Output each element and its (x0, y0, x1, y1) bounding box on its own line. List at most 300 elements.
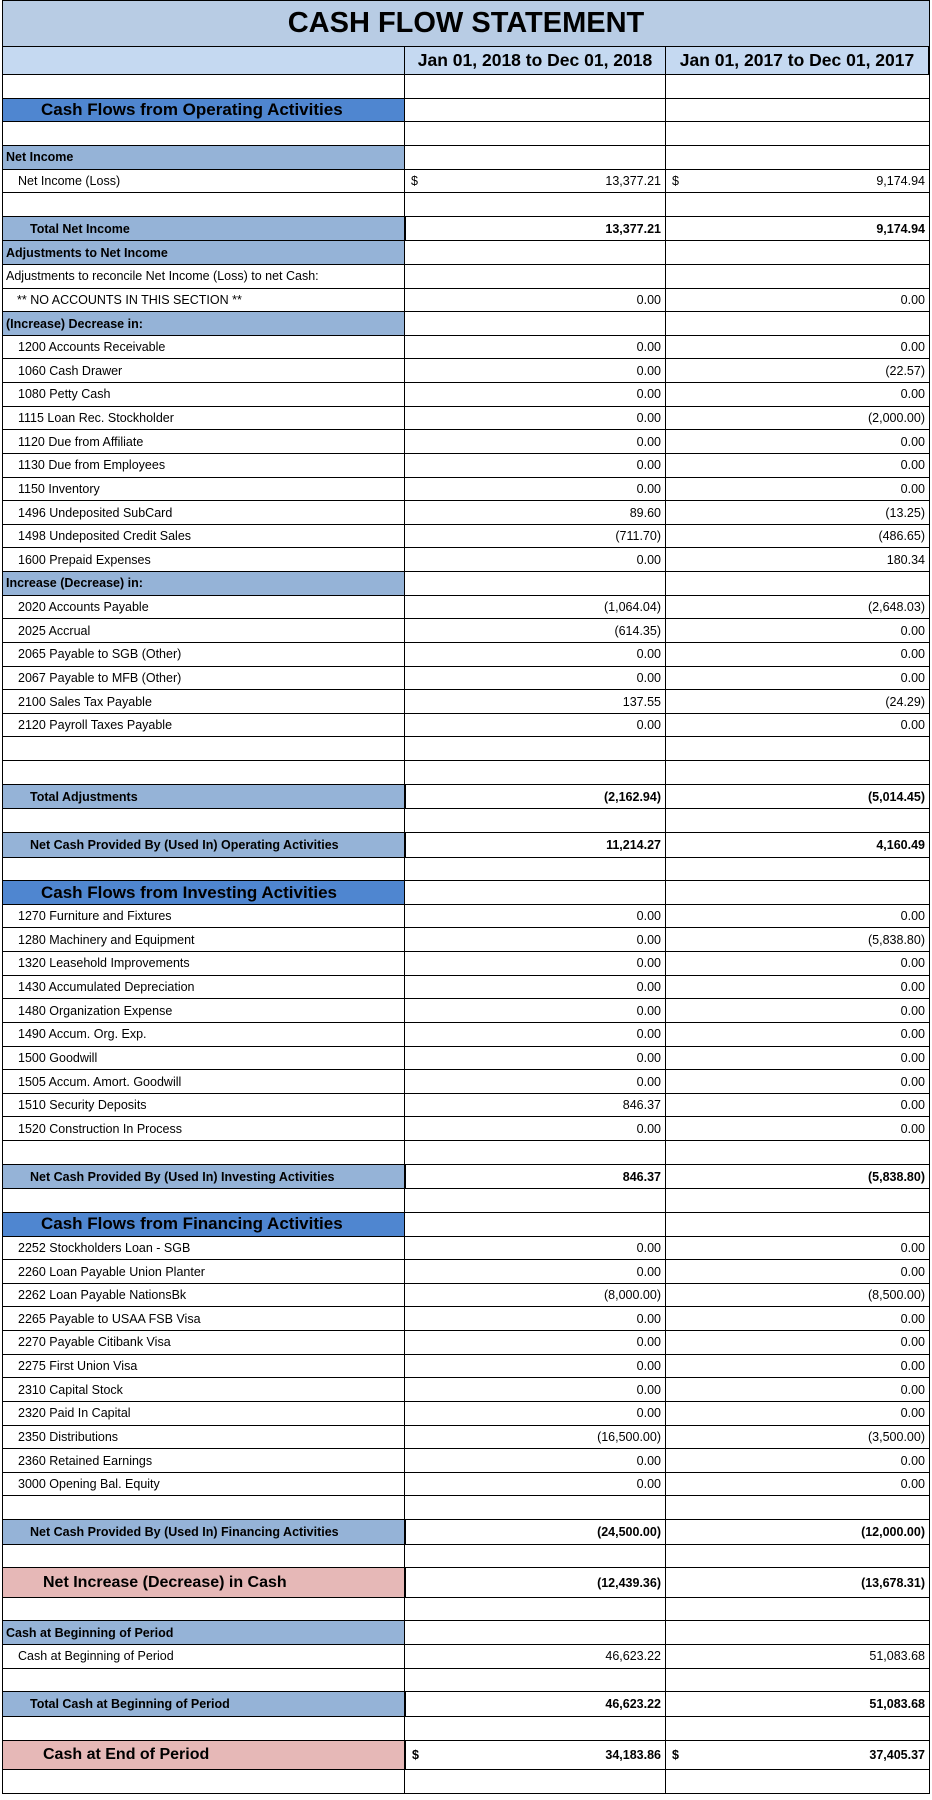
value-cell-2017[interactable] (666, 905, 930, 929)
label-cell[interactable]: 2275 First Union Visa (2, 1355, 405, 1379)
value-cell-2018[interactable] (405, 1355, 666, 1379)
value-cell-2018[interactable] (405, 1669, 666, 1693)
total-row (0, 833, 932, 858)
value-2018: 0.00 (636, 458, 661, 473)
label-cell[interactable]: 1600 Prepaid Expenses (2, 548, 405, 572)
value-2018: 0.00 (636, 1240, 661, 1255)
section-row (0, 1213, 932, 1237)
value-cell-2017[interactable] (666, 478, 930, 502)
value-2017: 9,174.94 (876, 173, 925, 188)
value-2017: 0.00 (900, 481, 925, 496)
label-cell[interactable] (2, 1545, 405, 1569)
value-cell-2018[interactable] (405, 525, 666, 549)
value-cell-2018[interactable] (405, 1260, 666, 1284)
value-2017: 0.00 (900, 1050, 925, 1065)
label-cell[interactable]: Cash at Beginning of Period (2, 1621, 405, 1645)
label-cell[interactable]: 1060 Cash Drawer (2, 359, 405, 383)
item-row (0, 170, 932, 194)
value-cell-2017[interactable] (666, 217, 930, 242)
value-cell-2018[interactable] (405, 1717, 666, 1741)
value-cell-2018[interactable] (405, 999, 666, 1023)
value-cell-2018[interactable] (405, 146, 666, 170)
item-row (0, 928, 932, 952)
label-cell[interactable] (2, 1717, 405, 1741)
value-cell-2018[interactable] (405, 1621, 666, 1645)
value-cell-2017[interactable] (666, 928, 930, 952)
value-cell-2017[interactable] (666, 1568, 930, 1598)
label-cell[interactable] (2, 122, 405, 146)
value-2017: 0.00 (900, 292, 925, 307)
value-cell-2018[interactable] (405, 1284, 666, 1308)
item-row (0, 999, 932, 1023)
value-cell-2018[interactable] (405, 881, 666, 905)
label-cell[interactable]: Increase (Decrease) in: (2, 572, 405, 596)
value-2017: (12,000.00) (861, 1524, 925, 1539)
value-cell-2017[interactable] (666, 1355, 930, 1379)
value-cell-2017[interactable] (666, 619, 930, 643)
label-cell[interactable]: Net Income (2, 146, 405, 170)
value-cell-2017[interactable] (666, 737, 930, 761)
label-cell[interactable]: 1130 Due from Employees (2, 454, 405, 478)
value-cell-2018[interactable] (405, 1770, 666, 1794)
currency-symbol: $ (412, 1747, 419, 1762)
value-2017: 0.00 (900, 1003, 925, 1018)
label-cell[interactable]: 2120 Payroll Taxes Payable (2, 714, 405, 738)
item-row (0, 976, 932, 1000)
header-period-2018[interactable]: Jan 01, 2018 to Dec 01, 2018 (405, 46, 666, 75)
value-2018: 0.00 (636, 1335, 661, 1350)
value-cell-2018[interactable] (405, 241, 666, 265)
label-cell[interactable]: 2260 Loan Payable Union Planter (2, 1260, 405, 1284)
value-cell-2017[interactable] (666, 833, 930, 858)
value-cell-2017[interactable] (666, 265, 930, 289)
value-cell-2017[interactable] (666, 454, 930, 478)
value-cell-2017[interactable] (666, 1598, 930, 1622)
value-cell-2017[interactable] (666, 999, 930, 1023)
label-cell[interactable]: 2265 Payable to USAA FSB Visa (2, 1307, 405, 1331)
value-cell-2018[interactable] (405, 1331, 666, 1355)
value-cell-2018[interactable] (405, 976, 666, 1000)
value-cell-2018[interactable] (405, 454, 666, 478)
value-cell-2018[interactable] (405, 1117, 666, 1141)
item-row (0, 952, 932, 976)
value-2017: 0.00 (900, 1027, 925, 1042)
item-row (0, 1307, 932, 1331)
value-cell-2018[interactable] (405, 1378, 666, 1402)
value-cell-2018[interactable] (405, 122, 666, 146)
value-cell-2017[interactable] (666, 289, 930, 313)
value-cell-2017[interactable] (666, 1402, 930, 1426)
value-cell-2017[interactable] (666, 99, 930, 123)
value-cell-2018[interactable] (405, 572, 666, 596)
value-cell-2017[interactable] (666, 1117, 930, 1141)
value-cell-2017[interactable] (666, 1741, 930, 1771)
header-period-2017[interactable]: Jan 01, 2017 to Dec 01, 2017 (666, 46, 930, 75)
currency-symbol: $ (672, 1747, 679, 1762)
value-2017: 0.00 (900, 458, 925, 473)
label-cell[interactable]: 1320 Leasehold Improvements (2, 952, 405, 976)
value-cell-2017[interactable] (666, 359, 930, 383)
label-cell[interactable]: 1510 Security Deposits (2, 1094, 405, 1118)
value-cell-2017[interactable] (666, 881, 930, 905)
value-cell-2018[interactable] (405, 714, 666, 738)
blank-row (0, 809, 932, 833)
label-cell[interactable]: 1200 Accounts Receivable (2, 336, 405, 360)
value-cell-2018[interactable] (405, 1189, 666, 1213)
header-label-cell[interactable] (2, 46, 405, 75)
label-cell[interactable]: Net Income (Loss) (2, 170, 405, 194)
value-cell-2017[interactable] (666, 1331, 930, 1355)
item-row (0, 1331, 932, 1355)
value-2017: (24.29) (885, 694, 925, 709)
label-cell[interactable]: 2270 Payable Citibank Visa (2, 1331, 405, 1355)
value-cell-2018[interactable] (405, 1741, 666, 1771)
item-row (0, 643, 932, 667)
value-cell-2018[interactable] (405, 1545, 666, 1569)
value-cell-2017[interactable] (666, 1473, 930, 1497)
label-cell[interactable]: 1270 Furniture and Fixtures (2, 905, 405, 929)
value-cell-2018[interactable] (405, 809, 666, 833)
value-2018: 13,377.21 (605, 173, 661, 188)
value-cell-2017[interactable] (666, 548, 930, 572)
value-2018: 0.00 (636, 292, 661, 307)
label-cell[interactable]: 2067 Payable to MFB (Other) (2, 667, 405, 691)
value-cell-2018[interactable] (405, 643, 666, 667)
label-cell[interactable]: 2020 Accounts Payable (2, 596, 405, 620)
label-cell[interactable] (2, 737, 405, 761)
label-cell[interactable]: 2100 Sales Tax Payable (2, 690, 405, 714)
label-cell[interactable] (2, 1598, 405, 1622)
value-cell-2017[interactable] (666, 809, 930, 833)
label-cell[interactable] (2, 761, 405, 785)
value-cell-2018[interactable] (405, 289, 666, 313)
label-cell[interactable]: Cash Flows from Financing Activities (2, 1213, 405, 1237)
section-row (0, 99, 932, 123)
value-cell-2017[interactable] (666, 667, 930, 691)
value-2017: 0.00 (900, 1098, 925, 1113)
blank-row (0, 1545, 932, 1569)
total-row (0, 1165, 932, 1190)
value-cell-2018[interactable] (405, 667, 666, 691)
label-cell[interactable]: 2065 Payable to SGB (Other) (2, 643, 405, 667)
label-cell[interactable]: 2025 Accrual (2, 619, 405, 643)
label-cell[interactable]: 2262 Loan Payable NationsBk (2, 1284, 405, 1308)
value-cell-2017[interactable] (666, 714, 930, 738)
label-cell[interactable]: (Increase) Decrease in: (2, 312, 405, 336)
value-cell-2018[interactable] (405, 1568, 666, 1598)
value-cell-2017[interactable] (666, 241, 930, 265)
value-cell-2018[interactable] (405, 928, 666, 952)
label-cell[interactable]: Cash at Beginning of Period (2, 1645, 405, 1669)
label-cell[interactable]: 1496 Undeposited SubCard (2, 501, 405, 525)
value-cell-2018[interactable] (405, 833, 666, 858)
value-cell-2017[interactable] (666, 407, 930, 431)
item-row (0, 1260, 932, 1284)
value-cell-2018[interactable] (405, 1237, 666, 1261)
value-cell-2017[interactable] (666, 336, 930, 360)
item-row (0, 383, 932, 407)
value-cell-2017[interactable] (666, 785, 930, 810)
value-cell-2017[interactable] (666, 1141, 930, 1165)
value-cell-2018[interactable] (405, 761, 666, 785)
label-cell[interactable]: 2320 Paid In Capital (2, 1402, 405, 1426)
value-2017: (5,838.80) (868, 1169, 925, 1184)
blank-row (0, 75, 932, 99)
value-cell-2017[interactable] (666, 1213, 930, 1237)
item-row (0, 1378, 932, 1402)
value-cell-2018[interactable] (405, 1598, 666, 1622)
label-cell[interactable]: Total Cash at Beginning of Period (2, 1692, 405, 1717)
value-cell-2017[interactable] (666, 1070, 930, 1094)
section-row (0, 881, 932, 905)
value-cell-2017[interactable] (666, 383, 930, 407)
label-cell[interactable]: 3000 Opening Bal. Equity (2, 1473, 405, 1497)
value-cell-2017[interactable] (666, 761, 930, 785)
label-cell[interactable]: Cash Flows from Operating Activities (2, 99, 405, 123)
label-cell[interactable] (2, 1141, 405, 1165)
label-cell[interactable]: 2360 Retained Earnings (2, 1449, 405, 1473)
value-cell-2017[interactable] (666, 952, 930, 976)
value-cell-2018[interactable] (405, 501, 666, 525)
value-2018: (614.35) (614, 623, 661, 638)
value-cell-2017[interactable] (666, 501, 930, 525)
value-cell-2017[interactable] (666, 1165, 930, 1190)
value-2017: 0.00 (900, 1359, 925, 1373)
value-cell-2017[interactable] (666, 1770, 930, 1794)
value-cell-2017[interactable] (666, 858, 930, 882)
value-cell-2018[interactable] (405, 193, 666, 217)
label-cell[interactable] (2, 858, 405, 882)
value-2017: 0.00 (900, 670, 925, 685)
label-cell[interactable]: 1500 Goodwill (2, 1047, 405, 1071)
value-cell-2018[interactable] (405, 952, 666, 976)
value-2018: (24,500.00) (597, 1524, 661, 1539)
item-row (0, 596, 932, 620)
label-cell[interactable]: Adjustments to Net Income (2, 241, 405, 265)
label-cell[interactable]: Cash at End of Period (2, 1741, 405, 1771)
label-cell[interactable] (2, 1189, 405, 1213)
value-cell-2018[interactable] (405, 1473, 666, 1497)
value-cell-2018[interactable] (405, 99, 666, 123)
statement-rows (0, 75, 932, 1794)
group-row (0, 572, 932, 596)
label-cell[interactable]: ** NO ACCOUNTS IN THIS SECTION ** (2, 289, 405, 313)
label-cell[interactable]: 1520 Construction In Process (2, 1117, 405, 1141)
value-cell-2017[interactable] (666, 572, 930, 596)
value-cell-2018[interactable] (405, 265, 666, 289)
value-2018: 0.00 (636, 411, 661, 426)
value-cell-2018[interactable] (405, 1692, 666, 1717)
item-row (0, 1094, 932, 1118)
value-cell-2017[interactable] (666, 1426, 930, 1450)
label-cell[interactable] (2, 1496, 405, 1520)
value-cell-2017[interactable] (666, 1260, 930, 1284)
value-cell-2017[interactable] (666, 1669, 930, 1693)
value-cell-2017[interactable] (666, 596, 930, 620)
label-cell[interactable]: 1115 Loan Rec. Stockholder (2, 407, 405, 431)
label-cell[interactable] (2, 809, 405, 833)
value-cell-2017[interactable] (666, 1621, 930, 1645)
value-cell-2018[interactable] (405, 858, 666, 882)
label-cell[interactable]: Net Increase (Decrease) in Cash (2, 1568, 405, 1598)
value-cell-2017[interactable] (666, 193, 930, 217)
value-2018: 34,183.86 (605, 1747, 661, 1762)
label-cell[interactable]: Net Cash Provided By (Used In) Investing Activities (2, 1165, 405, 1190)
value-cell-2018[interactable] (405, 359, 666, 383)
label-cell[interactable] (2, 75, 405, 99)
value-cell-2017[interactable] (666, 976, 930, 1000)
value-2018: 0.00 (636, 909, 661, 924)
label-cell[interactable]: 1490 Accum. Org. Exp. (2, 1023, 405, 1047)
blank-row (0, 761, 932, 785)
label-cell[interactable]: Total Adjustments (2, 785, 405, 810)
value-2017: 0.00 (900, 387, 925, 402)
label-cell[interactable] (2, 1770, 405, 1794)
label-cell[interactable]: 1498 Undeposited Credit Sales (2, 525, 405, 549)
label-cell[interactable]: 1430 Accumulated Depreciation (2, 976, 405, 1000)
item-row (0, 548, 932, 572)
value-2018: 0.00 (636, 932, 661, 947)
value-cell-2018[interactable] (405, 336, 666, 360)
value-cell-2017[interactable] (666, 1378, 930, 1402)
blank-row (0, 1717, 932, 1741)
value-cell-2018[interactable] (405, 1402, 666, 1426)
value-cell-2018[interactable] (405, 430, 666, 454)
value-2017: (13.25) (885, 505, 925, 520)
value-2018: 0.00 (636, 1311, 661, 1326)
value-2018: 11,214.27 (606, 837, 661, 852)
value-2018: 46,623.22 (605, 1649, 661, 1664)
value-cell-2018[interactable] (405, 1307, 666, 1331)
label-cell[interactable]: Net Cash Provided By (Used In) Financing Activities (2, 1520, 405, 1545)
label-cell[interactable]: 1080 Petty Cash (2, 383, 405, 407)
value-2018: 0.00 (636, 1074, 661, 1089)
value-cell-2017[interactable] (666, 1692, 930, 1717)
value-cell-2017[interactable] (666, 1307, 930, 1331)
value-2017: (2,000.00) (868, 411, 925, 426)
value-cell-2018[interactable] (405, 1023, 666, 1047)
label-cell[interactable]: Adjustments to reconcile Net Income (Loss) to net Cash: (2, 265, 405, 289)
label-cell[interactable]: 1480 Organization Expense (2, 999, 405, 1023)
value-2018: 0.00 (636, 1003, 661, 1018)
value-cell-2018[interactable] (405, 1213, 666, 1237)
item-row (0, 478, 932, 502)
value-cell-2017[interactable] (666, 1545, 930, 1569)
value-cell-2017[interactable] (666, 525, 930, 549)
label-cell[interactable]: 1120 Due from Affiliate (2, 430, 405, 454)
label-cell[interactable]: 1280 Machinery and Equipment (2, 928, 405, 952)
label-cell[interactable]: Net Cash Provided By (Used In) Operating Activities (2, 833, 405, 858)
item-row (0, 905, 932, 929)
label-cell[interactable]: 2310 Capital Stock (2, 1378, 405, 1402)
value-cell-2017[interactable] (666, 312, 930, 336)
value-cell-2017[interactable] (666, 430, 930, 454)
value-cell-2017[interactable] (666, 1047, 930, 1071)
value-cell-2017[interactable] (666, 1023, 930, 1047)
value-cell-2017[interactable] (666, 1717, 930, 1741)
highlight-row (0, 1741, 932, 1771)
value-cell-2018[interactable] (405, 170, 666, 194)
total-row (0, 1520, 932, 1545)
currency-symbol: $ (411, 173, 418, 188)
value-cell-2018[interactable] (405, 1047, 666, 1071)
value-cell-2018[interactable] (405, 217, 666, 242)
value-cell-2017[interactable] (666, 1645, 930, 1669)
value-cell-2017[interactable] (666, 170, 930, 194)
label-cell[interactable]: 1150 Inventory (2, 478, 405, 502)
value-cell-2018[interactable] (405, 1426, 666, 1450)
value-cell-2018[interactable] (405, 75, 666, 99)
value-cell-2018[interactable] (405, 1449, 666, 1473)
value-2017: 0.00 (900, 1453, 925, 1468)
label-cell[interactable] (2, 193, 405, 217)
value-cell-2018[interactable] (405, 1520, 666, 1545)
value-2017: 0.00 (900, 434, 925, 449)
value-cell-2018[interactable] (405, 478, 666, 502)
value-cell-2017[interactable] (666, 643, 930, 667)
value-2018: 0.00 (636, 363, 661, 378)
value-2017: 0.00 (900, 956, 925, 971)
value-cell-2017[interactable] (666, 1284, 930, 1308)
label-cell[interactable]: Total Net Income (2, 217, 405, 242)
value-cell-2017[interactable] (666, 1094, 930, 1118)
value-cell-2017[interactable] (666, 1496, 930, 1520)
item-row (0, 1237, 932, 1261)
value-cell-2018[interactable] (405, 383, 666, 407)
item-row (0, 1426, 932, 1450)
value-cell-2018[interactable] (405, 905, 666, 929)
blank-row (0, 193, 932, 217)
value-cell-2018[interactable] (405, 1645, 666, 1669)
value-cell-2018[interactable] (405, 737, 666, 761)
value-cell-2018[interactable] (405, 1070, 666, 1094)
value-cell-2017[interactable] (666, 1520, 930, 1545)
value-cell-2018[interactable] (405, 596, 666, 620)
label-cell[interactable]: 2252 Stockholders Loan - SGB (2, 1237, 405, 1261)
item-row (0, 501, 932, 525)
value-cell-2017[interactable] (666, 122, 930, 146)
group-row (0, 312, 932, 336)
item-row (0, 714, 932, 738)
value-cell-2018[interactable] (405, 1141, 666, 1165)
value-2018: 0.00 (636, 1027, 661, 1042)
value-2018: 0.00 (636, 1453, 661, 1468)
value-cell-2017[interactable] (666, 1237, 930, 1261)
value-2018: 0.00 (636, 1050, 661, 1065)
value-cell-2018[interactable] (405, 312, 666, 336)
value-cell-2017[interactable] (666, 690, 930, 714)
value-cell-2018[interactable] (405, 785, 666, 810)
value-cell-2018[interactable] (405, 1094, 666, 1118)
value-cell-2018[interactable] (405, 690, 666, 714)
value-2018: 846.37 (622, 1169, 661, 1184)
blank-row (0, 1141, 932, 1165)
label-cell[interactable]: 2350 Distributions (2, 1426, 405, 1450)
value-cell-2018[interactable] (405, 407, 666, 431)
value-cell-2018[interactable] (405, 1165, 666, 1190)
value-cell-2017[interactable] (666, 75, 930, 99)
value-cell-2017[interactable] (666, 1449, 930, 1473)
value-cell-2018[interactable] (405, 548, 666, 572)
label-cell[interactable]: 1505 Accum. Amort. Goodwill (2, 1070, 405, 1094)
item-row (0, 1473, 932, 1497)
value-cell-2017[interactable] (666, 146, 930, 170)
value-cell-2018[interactable] (405, 1496, 666, 1520)
label-cell[interactable] (2, 1669, 405, 1693)
value-cell-2018[interactable] (405, 619, 666, 643)
value-cell-2017[interactable] (666, 1189, 930, 1213)
label-cell[interactable]: Cash Flows from Investing Activities (2, 881, 405, 905)
